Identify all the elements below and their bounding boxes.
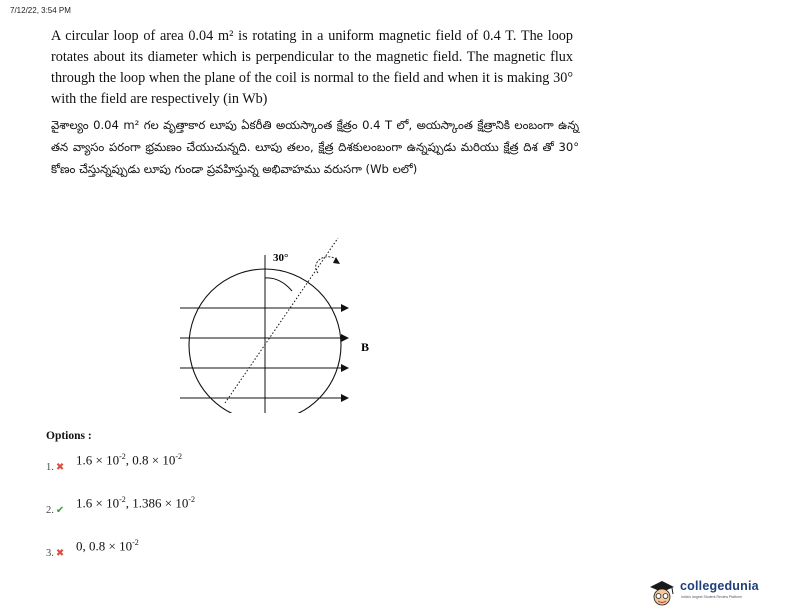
options-label: Options : (46, 430, 92, 442)
angle-arc (265, 278, 292, 291)
option-number: 2. (46, 505, 54, 516)
question-text-english: A circular loop of area 0.04 m² is rotating in a uniform magnetic field of 0.4 T. The loop rotates about its diameter which is perpendicular to the magnetic field. The magnetic flux through the loop when the plane of the coil is normal to the field and when it is making 30° with the field are respectively (in Wb) (51, 28, 573, 107)
field-lines (180, 308, 348, 398)
wrong-mark-icon: ✖ (55, 548, 65, 559)
logo-tagline: India's largest Student Review Platform (681, 595, 742, 599)
correct-check-icon: ✔ (55, 505, 65, 516)
timestamp: 7/12/22, 3:54 PM (10, 6, 71, 15)
mascot-icon (646, 579, 678, 607)
rotation-arrow-icon (316, 257, 338, 273)
question-text-telugu: వైశాల్యం 0.04 m² గల వృత్తాకార లూపు ఏకరీతి అయస్కాంత క్షేత్రం 0.4 T లో, అయస్కాంత క్షేత్రానికి లంబంగా ఉన్న తన వ్యాసం పరంగా భ్రమణం చేయుచున్నది. లూపు తలం, క్షేత్ర దిశకులంబంగా ఉన్నప్పుడు మరియు క్షేత్ర దిశ తో 30° కోణం చేస్తున్నప్పుడు లూపు గుండా ప్రవహిస్తున్న అభివాహము వరుసగా (Wb లలో) (51, 118, 579, 176)
option-text: $1.6 \times 10^{-2}$, $0.8 \times 10^{-2}$ (76, 452, 183, 468)
wrong-mark-icon: ✖ (55, 462, 65, 473)
option-number: 3. (46, 548, 54, 559)
option-number: 1. (46, 462, 54, 473)
angle-label: 30° (273, 252, 289, 264)
loop-in-field-diagram (180, 233, 380, 413)
field-label: B (361, 340, 370, 354)
logo-name: collegedunia (680, 579, 759, 593)
collegedunia-logo (646, 579, 788, 607)
option-text: 0, $0.8 \times 10^{-2}$ (76, 538, 139, 554)
option-text: $1.6 \times 10^{-2}$, $1.386 \times 10^{-2}$ (76, 495, 196, 511)
